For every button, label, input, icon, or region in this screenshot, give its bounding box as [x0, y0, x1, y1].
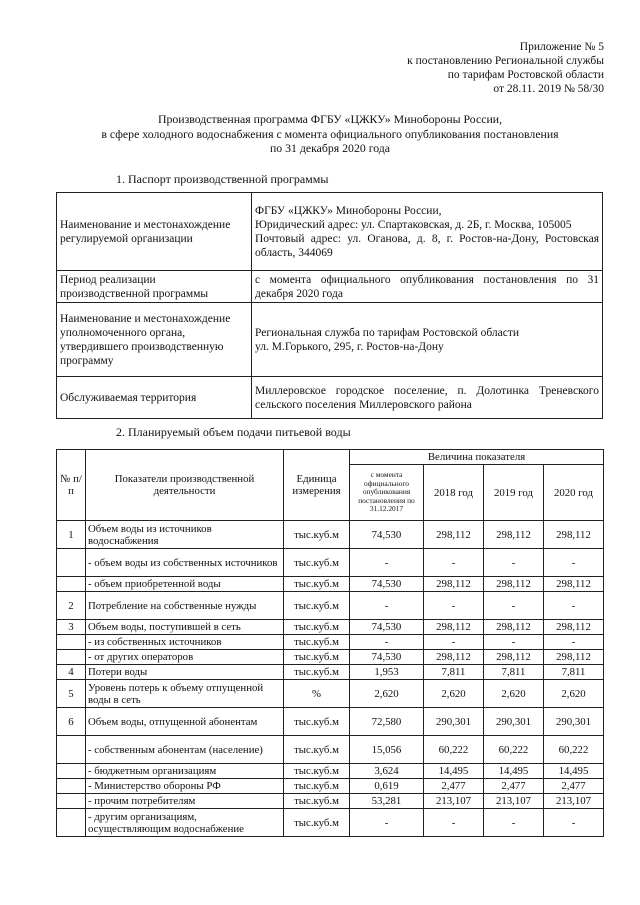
row-indicator: - бюджетным организациям [86, 764, 284, 779]
row-value-2020: 298,112 [544, 620, 604, 635]
row-value-2020: - [544, 809, 604, 837]
row-value-first: 2,620 [350, 680, 424, 708]
row-value-2020: 2,477 [544, 779, 604, 794]
row-value-first: 15,056 [350, 736, 424, 764]
row-indicator: - объем приобретенной воды [86, 577, 284, 592]
passport-row [57, 377, 603, 419]
row-value-2018: 2,477 [424, 779, 484, 794]
appendix-line: к постановлению Региональной службы [407, 55, 604, 67]
passport-value-line: Миллеровское городское поселение, п. Долотинка Треневского сельского поселения Миллеровского района [255, 384, 599, 411]
row-num [57, 736, 86, 764]
header-year-2018: 2018 год [424, 465, 484, 521]
row-value-2019: 290,301 [484, 708, 544, 736]
table-row [57, 620, 604, 635]
row-value-2019: - [484, 635, 544, 650]
table-row [57, 680, 604, 708]
row-num [57, 650, 86, 665]
row-indicator: Потери воды [86, 665, 284, 680]
table-row [57, 549, 604, 577]
water-volume-table [56, 449, 604, 837]
row-value-2020: - [544, 549, 604, 577]
row-value-2018: 298,112 [424, 620, 484, 635]
appendix-note [304, 40, 604, 96]
row-value-first: 74,530 [350, 521, 424, 549]
appendix-line: по тарифам Ростовской области [447, 69, 604, 81]
row-value-2018: 298,112 [424, 577, 484, 592]
row-indicator: - от других операторов [86, 650, 284, 665]
table-row [57, 708, 604, 736]
row-unit: тыс.куб.м [284, 809, 350, 837]
row-indicator: - из собственных источников [86, 635, 284, 650]
passport-value-line: ФГБУ «ЦЖКУ» Минобороны России, [255, 204, 442, 217]
header-period-first: с момента официального опубликования постановления по 31.12.2017 [350, 465, 424, 521]
row-value-2018: - [424, 809, 484, 837]
passport-label: Период реализации производственной программы [57, 271, 252, 303]
row-value-2019: 60,222 [484, 736, 544, 764]
row-value-first: 74,530 [350, 650, 424, 665]
row-indicator: Объем воды, отпущенной абонентам [86, 708, 284, 736]
table-row [57, 577, 604, 592]
row-unit: тыс.куб.м [284, 764, 350, 779]
section-1-heading: 1. Паспорт производственной программы [116, 172, 329, 186]
passport-value [252, 377, 603, 419]
row-num: 5 [57, 680, 86, 708]
table-row [57, 592, 604, 620]
row-value-2018: 7,811 [424, 665, 484, 680]
row-indicator: Объем воды, поступившей в сеть [86, 620, 284, 635]
row-indicator: - другим организациям, осуществляющим водоснабжение [86, 809, 284, 837]
row-indicator: Объем воды из источников водоснабжения [86, 521, 284, 549]
row-unit: тыс.куб.м [284, 521, 350, 549]
row-unit: % [284, 680, 350, 708]
header-year-2019: 2019 год [484, 465, 544, 521]
row-value-first: - [350, 635, 424, 650]
row-unit: тыс.куб.м [284, 665, 350, 680]
row-value-2018: 290,301 [424, 708, 484, 736]
passport-row [57, 271, 603, 303]
row-num [57, 809, 86, 837]
passport-row [57, 193, 603, 271]
passport-value [252, 303, 603, 377]
row-value-2019: - [484, 809, 544, 837]
row-num: 1 [57, 521, 86, 549]
table-row [57, 650, 604, 665]
table-row [57, 764, 604, 779]
passport-label: Наименование и местонахождение уполномоченного органа, утвердившего производственную программу [57, 303, 252, 377]
document-title [60, 112, 600, 156]
table-row [57, 665, 604, 680]
row-num: 6 [57, 708, 86, 736]
row-unit: тыс.куб.м [284, 650, 350, 665]
row-value-2020: 60,222 [544, 736, 604, 764]
header-row [57, 450, 604, 465]
row-value-2019: 298,112 [484, 650, 544, 665]
row-value-2020: 298,112 [544, 650, 604, 665]
row-value-2019: - [484, 592, 544, 620]
row-num: 2 [57, 592, 86, 620]
row-value-first: 74,530 [350, 620, 424, 635]
passport-label: Наименование и местонахождение регулируемой организации [57, 193, 252, 271]
row-value-2019: 7,811 [484, 665, 544, 680]
title-line: по 31 декабря 2020 года [269, 141, 391, 155]
row-unit: тыс.куб.м [284, 794, 350, 809]
row-value-2020: 298,112 [544, 577, 604, 592]
passport-value [252, 271, 603, 303]
row-value-2019: 298,112 [484, 620, 544, 635]
header-value-group: Величина показателя [350, 450, 604, 465]
table-row [57, 736, 604, 764]
passport-value [252, 193, 603, 271]
row-num [57, 764, 86, 779]
passport-value-line: Региональная служба по тарифам Ростовской области [255, 326, 520, 339]
row-value-2018: 60,222 [424, 736, 484, 764]
row-value-2019: 298,112 [484, 521, 544, 549]
row-unit: тыс.куб.м [284, 577, 350, 592]
row-value-first: 0,619 [350, 779, 424, 794]
appendix-line: Приложение № 5 [519, 41, 604, 53]
passport-value-line: с момента официального опубликования постановления по 31 декабря 2020 года [255, 273, 599, 300]
passport-label: Обслуживаемая территория [57, 377, 252, 419]
row-value-2018: 298,112 [424, 650, 484, 665]
row-num: 4 [57, 665, 86, 680]
row-value-first: - [350, 809, 424, 837]
row-indicator: - Министерство обороны РФ [86, 779, 284, 794]
row-value-2018: 298,112 [424, 521, 484, 549]
passport-table [56, 192, 603, 419]
row-value-2020: - [544, 592, 604, 620]
row-unit: тыс.куб.м [284, 736, 350, 764]
table-row [57, 794, 604, 809]
row-num [57, 577, 86, 592]
passport-value-line: Почтовый адрес: ул. Оганова, д. 8, г. Ростов-на-Дону, Ростовская область, 344069 [255, 232, 599, 259]
row-value-first: 74,530 [350, 577, 424, 592]
header-indicator: Показатели производственной деятельности [86, 450, 284, 521]
title-line: Производственная программа ФГБУ «ЦЖКУ» Минобороны России, [157, 112, 503, 126]
header-year-2020: 2020 год [544, 465, 604, 521]
section-2-heading: 2. Планируемый объем подачи питьевой воды [116, 425, 351, 439]
row-num [57, 794, 86, 809]
row-indicator: - прочим потребителям [86, 794, 284, 809]
row-num [57, 635, 86, 650]
table-row [57, 521, 604, 549]
row-value-2020: 290,301 [544, 708, 604, 736]
row-value-2019: 2,477 [484, 779, 544, 794]
passport-value-line: ул. М.Горького, 295, г. Ростов-на-Дону [255, 340, 444, 353]
table-row [57, 809, 604, 837]
row-value-2020: 7,811 [544, 665, 604, 680]
header-num: № п/п [57, 450, 86, 521]
row-value-2019: - [484, 549, 544, 577]
row-value-2018: 14,495 [424, 764, 484, 779]
row-indicator: - объем воды из собственных источников [86, 549, 284, 577]
row-value-2018: 213,107 [424, 794, 484, 809]
row-value-first: 1,953 [350, 665, 424, 680]
passport-value-line: Юридический адрес: ул. Спартаковская, д. 2Б, г. Москва, 105005 [255, 218, 572, 231]
row-value-2018: - [424, 592, 484, 620]
row-value-2019: 298,112 [484, 577, 544, 592]
row-value-2019: 213,107 [484, 794, 544, 809]
row-value-2018: - [424, 549, 484, 577]
row-value-first: - [350, 549, 424, 577]
row-unit: тыс.куб.м [284, 708, 350, 736]
row-num [57, 549, 86, 577]
row-unit: тыс.куб.м [284, 635, 350, 650]
row-indicator: Уровень потерь к объему отпущенной воды в сеть [86, 680, 284, 708]
table-row [57, 779, 604, 794]
row-value-first: 53,281 [350, 794, 424, 809]
passport-row [57, 303, 603, 377]
row-unit: тыс.куб.м [284, 592, 350, 620]
header-unit: Единица измерения [284, 450, 350, 521]
row-value-2020: 298,112 [544, 521, 604, 549]
row-value-2019: 14,495 [484, 764, 544, 779]
row-value-first: 3,624 [350, 764, 424, 779]
row-value-2018: 2,620 [424, 680, 484, 708]
row-unit: тыс.куб.м [284, 779, 350, 794]
row-unit: тыс.куб.м [284, 620, 350, 635]
row-indicator: - собственным абонентам (население) [86, 736, 284, 764]
row-value-2020: 213,107 [544, 794, 604, 809]
appendix-line: от 28.11. 2019 № 58/30 [493, 83, 604, 95]
row-num: 3 [57, 620, 86, 635]
title-line: в сфере холодного водоснабжения с момента официального опубликования постановления [101, 126, 559, 141]
row-value-2018: - [424, 635, 484, 650]
row-num [57, 779, 86, 794]
row-value-2019: 2,620 [484, 680, 544, 708]
row-indicator: Потребление на собственные нужды [86, 592, 284, 620]
row-value-first: - [350, 592, 424, 620]
row-value-2020: - [544, 635, 604, 650]
row-unit: тыс.куб.м [284, 549, 350, 577]
row-value-first: 72,580 [350, 708, 424, 736]
row-value-2020: 2,620 [544, 680, 604, 708]
row-value-2020: 14,495 [544, 764, 604, 779]
table-row [57, 635, 604, 650]
